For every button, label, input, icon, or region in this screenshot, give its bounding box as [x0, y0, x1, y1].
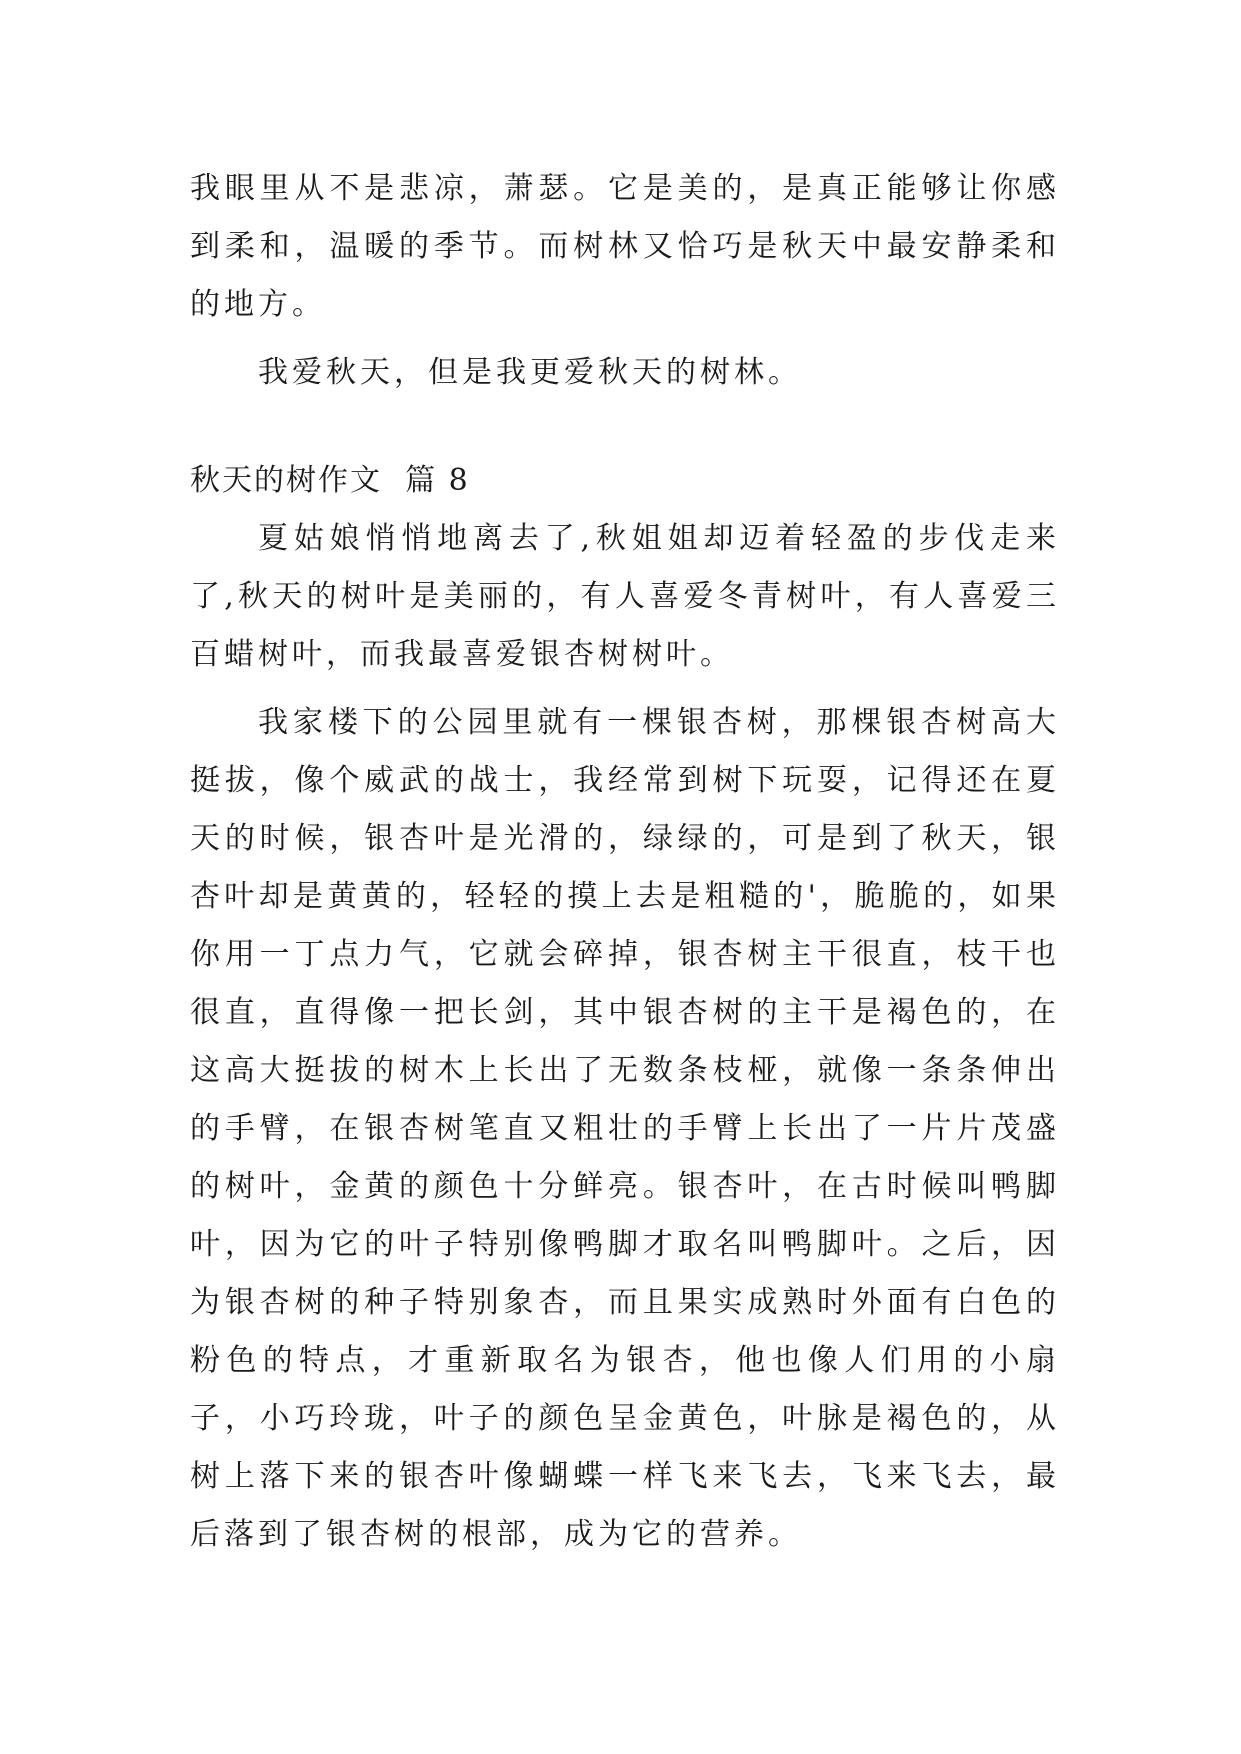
paragraph-1: 夏姑娘悄悄地离去了,秋姐姐却迈着轻盈的步伐走来了,秋天的树叶是美丽的，有人喜爱冬青树叶，有人喜爱三百蜡树叶，而我最喜爱银杏树树叶。	[190, 521, 1060, 672]
paragraph-prev-continuation: 我眼里从不是悲凉，萧瑟。它是美的，是真正能够让你感到柔和，温暖的季节。而树林又恰巧是秋天中最安静柔和的地方。	[190, 171, 1060, 322]
section-label: 篇 8	[405, 463, 470, 498]
section-heading	[190, 452, 1060, 510]
document-page	[190, 160, 1060, 1564]
section-title: 秋天的树作文	[190, 463, 382, 498]
paragraph-prev-closing: 我爱秋天，但是我更爱秋天的树林。	[258, 355, 802, 390]
paragraph-2: 我家楼下的公园里就有一棵银杏树，那棵银杏树高大挺拔，像个威武的战士，我经常到树下玩耍，记得还在夏天的时候，银杏叶是光滑的，绿绿的，可是到了秋天，银杏叶却是黄黄的，轻轻的摸上去是粗糙的'，脆脆的，如果你用一丁点力气，它就会碎掉，银杏树主干很直，枝干也很直，直得像一把长剑，其中银杏树的主干是褐色的，在这高大挺拔的树木上长出了无数条枝桠，就像一条条伸出的手臂，在银杏树笔直又粗壮的手臂上长出了一片片茂盛的树叶，金黄的颜色十分鲜亮。银杏叶，在古时候叫鸭脚叶，因为它的叶子特别像鸭脚才取名叫鸭脚叶。之后，因为银杏树的种子特别象杏，而且果实成熟时外面有白色的粉色的特点，才重新取名为银杏，他也像人们用的小扇子，小巧玲珑，叶子的颜色呈金黄色，叶脉是褐色的，从树上落下来的银杏叶像蝴蝶一样飞来飞去，飞来飞去，最后落到了银杏树的根部，成为它的营养。	[190, 705, 1060, 1552]
